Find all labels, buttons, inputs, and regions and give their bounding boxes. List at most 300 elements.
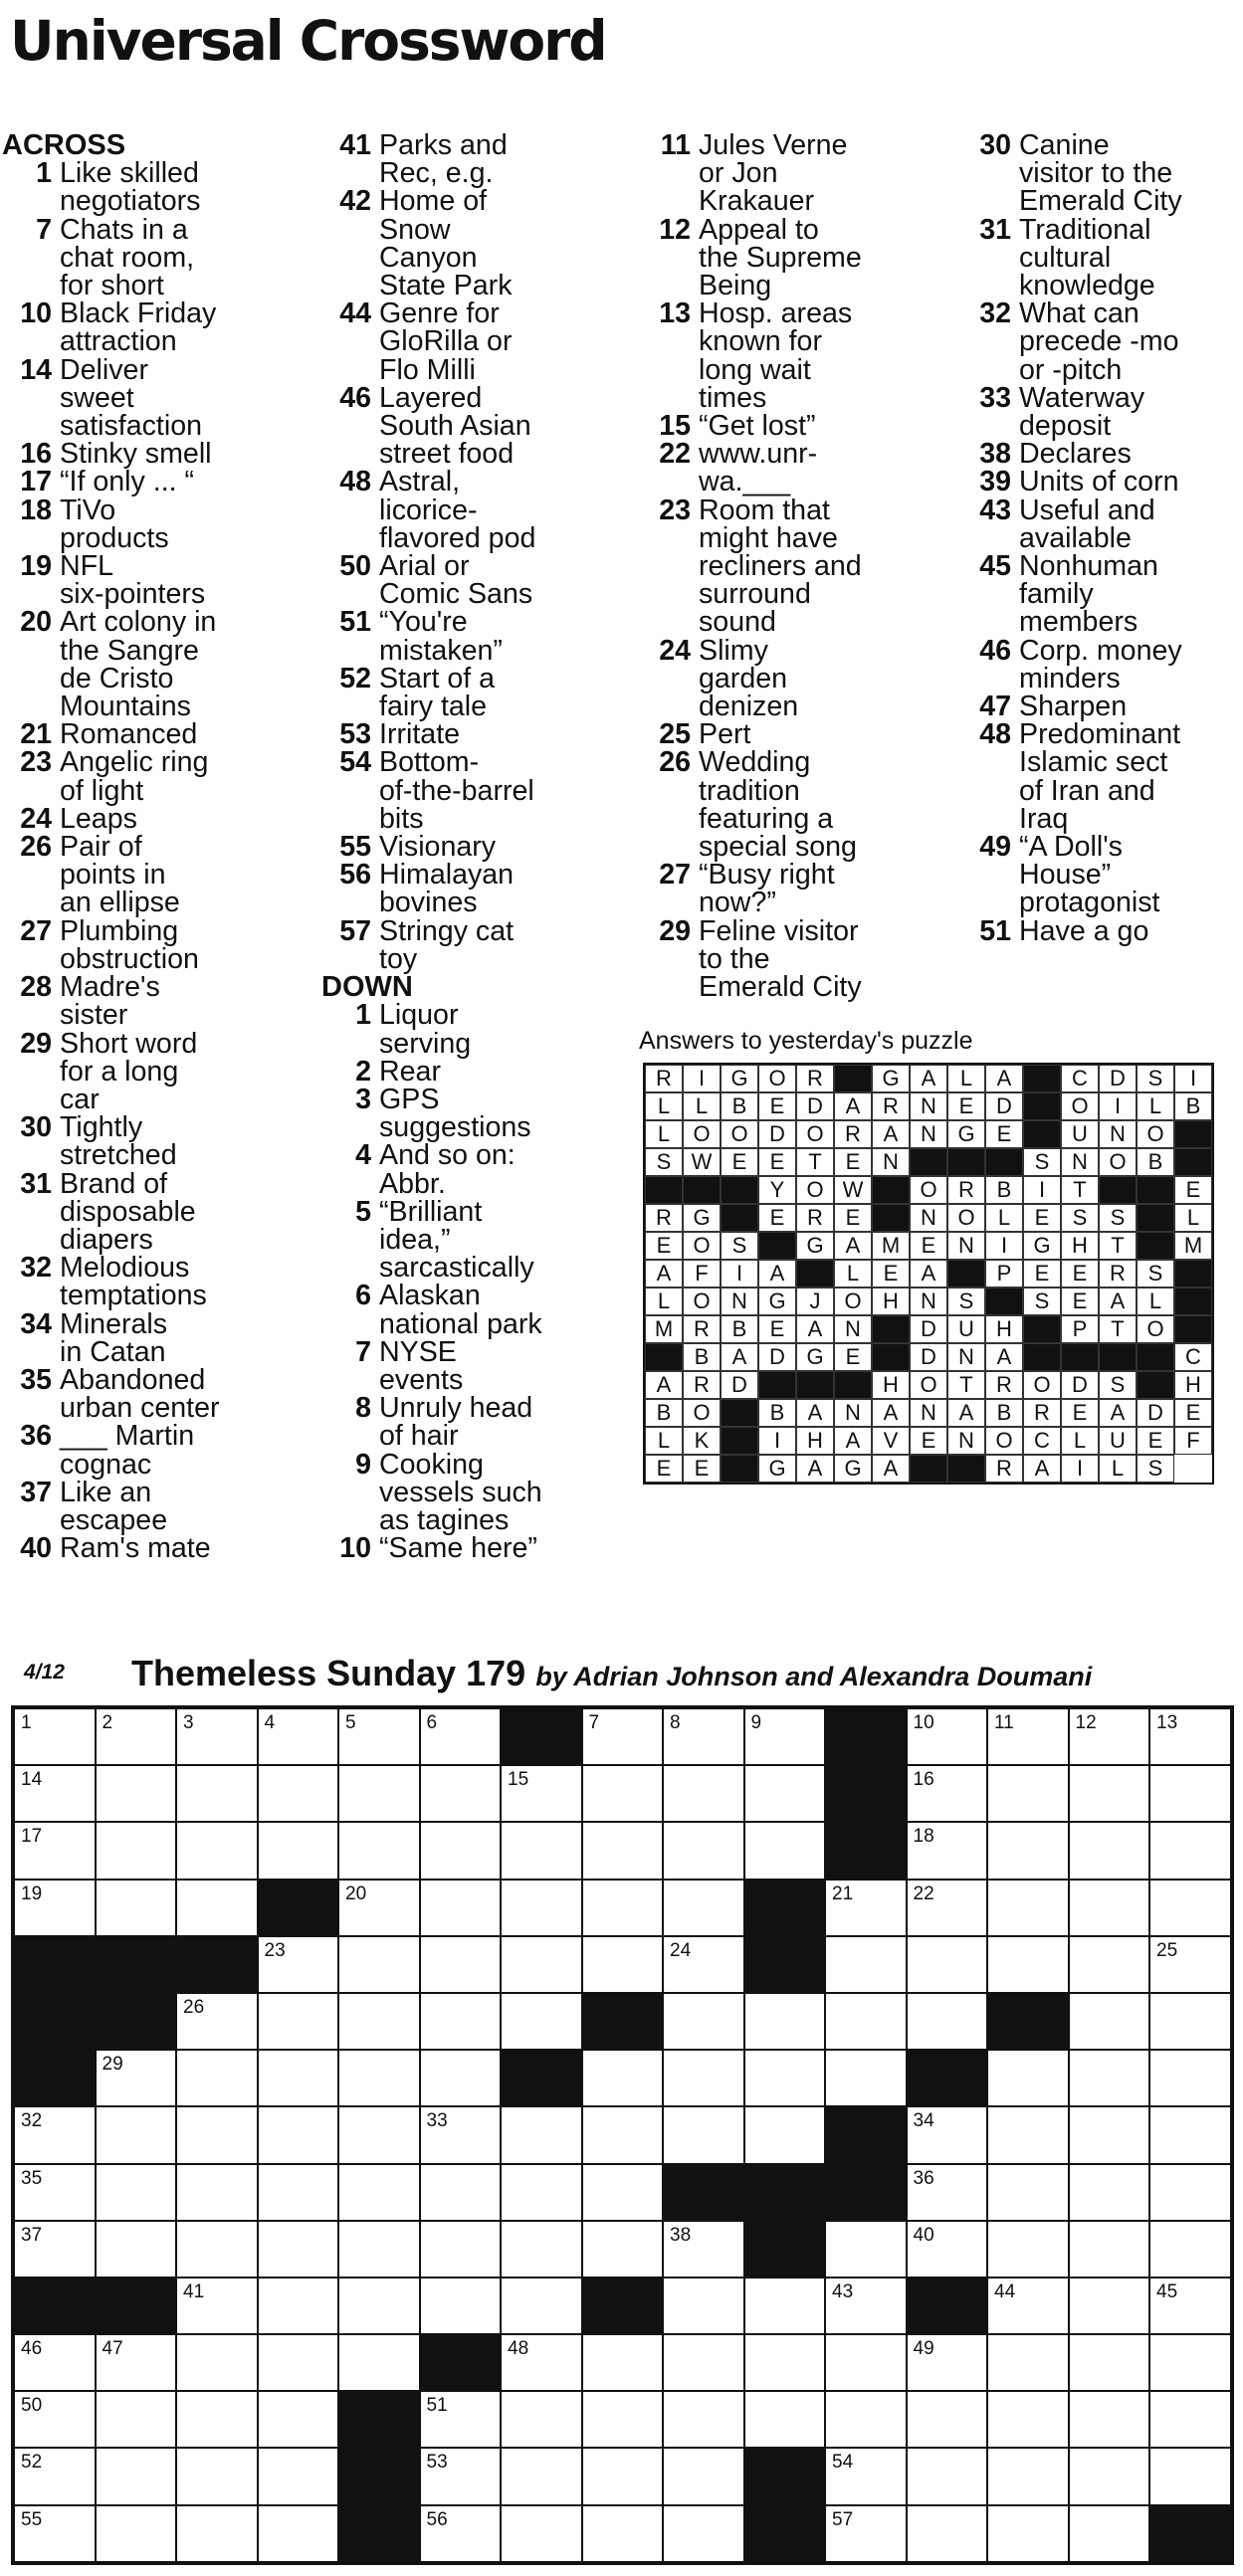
clue-item (961, 496, 1243, 552)
grid-cell[interactable] (176, 2448, 258, 2504)
clue-text: Irritate (379, 718, 461, 751)
grid-cell[interactable] (420, 2221, 502, 2278)
grid-cell[interactable] (338, 1880, 420, 1936)
grid-cell[interactable] (420, 1708, 502, 1765)
answer-cell: E (1137, 1427, 1174, 1455)
grid-cell[interactable] (176, 2164, 258, 2221)
grid-cell[interactable] (501, 1880, 582, 1936)
grid-cell[interactable] (258, 2391, 339, 2448)
grid-cell[interactable] (907, 2334, 988, 2391)
answer-cell: H (796, 1427, 834, 1455)
clue-item (961, 833, 1243, 917)
grid-cell[interactable] (582, 2334, 664, 2391)
grid-cell[interactable] (14, 2106, 96, 2163)
answer-block (947, 1148, 985, 1176)
grid-cell[interactable] (176, 1765, 258, 1822)
answer-cell: H (1061, 1232, 1099, 1260)
grid-cell[interactable] (258, 2164, 339, 2221)
grid-cell[interactable] (96, 1880, 177, 1936)
grid-cell[interactable] (1149, 2334, 1231, 2391)
grid-cell[interactable] (744, 2391, 826, 2448)
grid-cell[interactable] (1069, 2164, 1150, 2221)
cell-number: 36 (913, 2167, 934, 2189)
grid-cell[interactable] (14, 1822, 96, 1879)
answer-cell: E (985, 1120, 1023, 1148)
grid-cell[interactable] (14, 2391, 96, 2448)
grid-cell[interactable] (663, 1993, 744, 2050)
clue-number: 24 (659, 634, 691, 667)
grid-cell[interactable] (176, 1708, 258, 1765)
grid-cell[interactable] (907, 1880, 988, 1936)
grid-cell[interactable] (663, 1936, 744, 1993)
answer-cell: O (1137, 1120, 1174, 1148)
grid-cell[interactable] (1069, 2391, 1150, 2448)
grid-cell[interactable] (501, 2334, 582, 2391)
grid-cell[interactable] (96, 2106, 177, 2163)
clue-item (2, 1307, 311, 1368)
grid-cell[interactable] (907, 2505, 988, 2562)
grid-cell[interactable] (907, 2221, 988, 2278)
grid-cell[interactable] (987, 2278, 1069, 2334)
cell-number: 7 (588, 1712, 600, 1733)
grid-cell[interactable] (825, 1993, 907, 2050)
grid-cell[interactable] (1069, 1708, 1150, 1765)
clue-number: 43 (979, 494, 1011, 526)
crossword-grid (11, 1705, 1234, 2565)
grid-cell[interactable] (663, 1765, 744, 1822)
grid-cell[interactable] (14, 1880, 96, 1936)
clue-text: “Same here” (379, 1532, 537, 1565)
grid-cell[interactable] (14, 2448, 96, 2504)
grid-cell[interactable] (501, 2164, 582, 2221)
grid-cell[interactable] (987, 1822, 1069, 1879)
grid-cell[interactable] (96, 2505, 177, 2562)
grid-cell[interactable] (338, 2106, 420, 2163)
grid-cell[interactable] (14, 1708, 96, 1765)
grid-cell[interactable] (744, 1708, 826, 1765)
grid-cell[interactable] (176, 2106, 258, 2163)
clue-text: Genre for GloRilla or Flo Milli (379, 297, 513, 386)
grid-cell[interactable] (176, 2278, 258, 2334)
grid-cell[interactable] (14, 2505, 96, 2562)
grid-cell[interactable] (582, 1936, 664, 1993)
answer-cell: L (1137, 1288, 1174, 1315)
grid-cell[interactable] (907, 1993, 988, 2050)
grid-cell[interactable] (663, 2391, 744, 2448)
yesterday-answer-grid (643, 1063, 1214, 1485)
grid-cell[interactable] (825, 1880, 907, 1936)
clue-number: 55 (339, 831, 371, 864)
answer-cell: A (910, 1260, 947, 1288)
grid-cell[interactable] (258, 1708, 339, 1765)
clue-text: Waterway deposit (1019, 381, 1145, 443)
answer-cell: B (985, 1399, 1023, 1427)
grid-cell[interactable] (663, 2334, 744, 2391)
grid-cell[interactable] (14, 1765, 96, 1822)
grid-cell[interactable] (501, 1765, 582, 1822)
grid-cell[interactable] (501, 2221, 582, 2278)
grid-cell[interactable] (338, 2221, 420, 2278)
grid-cell[interactable] (825, 2391, 907, 2448)
grid-cell[interactable] (987, 1765, 1069, 1822)
answer-cell: I (721, 1260, 758, 1288)
grid-cell[interactable] (501, 1993, 582, 2050)
answer-block (721, 1455, 758, 1483)
clue-text: Units of corn (1019, 466, 1179, 498)
grid-cell[interactable] (907, 2106, 988, 2163)
grid-cell[interactable] (96, 1765, 177, 1822)
answer-cell: R (683, 1315, 721, 1343)
answer-cell: I (1061, 1455, 1099, 1483)
clue-item (321, 468, 630, 552)
grid-cell[interactable] (338, 1765, 420, 1822)
grid-cell[interactable] (1069, 2050, 1150, 2106)
grid-cell[interactable] (663, 2221, 744, 2278)
grid-cell[interactable] (420, 2448, 502, 2504)
grid-cell[interactable] (1069, 2448, 1150, 2504)
cell-number: 23 (264, 1939, 286, 1961)
answer-cell: E (1061, 1288, 1099, 1315)
grid-cell[interactable] (1069, 2334, 1150, 2391)
grid-cell[interactable] (744, 1993, 826, 2050)
grid-block (582, 2278, 664, 2334)
answer-cell: A (796, 1315, 834, 1343)
clue-text: Wedding tradition featuring a special song (699, 746, 857, 864)
grid-cell[interactable] (582, 1708, 664, 1765)
grid-cell[interactable] (1149, 2106, 1231, 2163)
grid-cell[interactable] (420, 2505, 502, 2562)
grid-cell[interactable] (907, 1765, 988, 1822)
clue-number: 17 (20, 466, 52, 498)
grid-cell[interactable] (501, 2106, 582, 2163)
grid-cell[interactable] (1149, 2391, 1231, 2448)
answer-cell: B (1174, 1092, 1212, 1120)
clue-column-3 (641, 129, 949, 1004)
answer-cell: E (1061, 1260, 1099, 1288)
grid-cell[interactable] (176, 2505, 258, 2562)
clue-text: Arial or Comic Sans (379, 550, 533, 611)
clue-number: 27 (20, 914, 52, 947)
answer-block (721, 1204, 758, 1232)
grid-cell[interactable] (258, 1765, 339, 1822)
grid-cell[interactable] (258, 2106, 339, 2163)
answer-block (872, 1315, 910, 1343)
grid-cell[interactable] (176, 1880, 258, 1936)
grid-cell[interactable] (1149, 2221, 1231, 2278)
grid-cell[interactable] (987, 2050, 1069, 2106)
grid-cell[interactable] (663, 2505, 744, 2562)
grid-cell[interactable] (987, 2391, 1069, 2448)
grid-cell[interactable] (176, 2221, 258, 2278)
clue-number: 24 (20, 802, 52, 835)
grid-cell[interactable] (176, 2334, 258, 2391)
answer-cell: E (910, 1427, 947, 1455)
grid-cell[interactable] (1069, 2278, 1150, 2334)
grid-cell[interactable] (338, 2278, 420, 2334)
grid-cell[interactable] (663, 2106, 744, 2163)
grid-cell[interactable] (663, 1880, 744, 1936)
grid-cell[interactable] (420, 2164, 502, 2221)
grid-block (987, 1993, 1069, 2050)
grid-cell[interactable] (582, 2448, 664, 2504)
grid-cell[interactable] (14, 2164, 96, 2221)
grid-cell[interactable] (501, 2278, 582, 2334)
cell-number: 9 (750, 1712, 762, 1733)
grid-cell[interactable] (1069, 2221, 1150, 2278)
grid-cell[interactable] (744, 2050, 826, 2106)
grid-cell[interactable] (420, 1822, 502, 1879)
cell-number: 2 (102, 1712, 113, 1733)
grid-cell[interactable] (420, 1765, 502, 1822)
grid-cell[interactable] (258, 1936, 339, 1993)
grid-cell[interactable] (420, 1880, 502, 1936)
grid-cell[interactable] (825, 2221, 907, 2278)
answer-cell: R (985, 1371, 1023, 1399)
grid-cell[interactable] (96, 2221, 177, 2278)
clue-text: NFL six-pointers (60, 550, 206, 611)
grid-cell[interactable] (1149, 1936, 1231, 1993)
answer-cell: O (683, 1399, 721, 1427)
grid-cell[interactable] (258, 2050, 339, 2106)
cell-number: 44 (994, 2280, 1016, 2302)
grid-cell[interactable] (176, 1993, 258, 2050)
grid-cell[interactable] (582, 2050, 664, 2106)
grid-cell[interactable] (96, 2391, 177, 2448)
cell-number: 18 (913, 1826, 934, 1848)
grid-cell[interactable] (582, 2106, 664, 2163)
grid-cell[interactable] (987, 2448, 1069, 2504)
grid-cell[interactable] (338, 1708, 420, 1765)
grid-cell[interactable] (258, 1822, 339, 1879)
grid-cell[interactable] (987, 2505, 1069, 2562)
grid-cell[interactable] (825, 2334, 907, 2391)
grid-cell[interactable] (987, 2221, 1069, 2278)
cell-number: 8 (670, 1712, 681, 1733)
grid-cell[interactable] (582, 2391, 664, 2448)
answer-cell: G (796, 1343, 834, 1371)
grid-cell[interactable] (96, 2050, 177, 2106)
grid-cell[interactable] (825, 2278, 907, 2334)
grid-cell[interactable] (338, 2334, 420, 2391)
clue-item (321, 381, 630, 471)
cell-number: 50 (21, 2395, 43, 2417)
grid-cell[interactable] (907, 2448, 988, 2504)
grid-cell[interactable] (987, 1708, 1069, 1765)
answer-cell: D (758, 1120, 796, 1148)
grid-cell[interactable] (338, 2050, 420, 2106)
grid-cell[interactable] (987, 2106, 1069, 2163)
clue-item (961, 381, 1243, 443)
grid-cell[interactable] (96, 2448, 177, 2504)
clue-item (321, 550, 630, 611)
grid-cell[interactable] (1149, 1708, 1231, 1765)
clue-number: 10 (339, 1532, 371, 1565)
clue-number: 45 (979, 550, 1011, 583)
cell-number: 17 (21, 1826, 43, 1848)
grid-cell[interactable] (1149, 2164, 1231, 2221)
grid-cell[interactable] (987, 1880, 1069, 1936)
grid-cell[interactable] (501, 1936, 582, 1993)
grid-cell[interactable] (338, 1993, 420, 2050)
grid-cell[interactable] (96, 1822, 177, 1879)
grid-cell[interactable] (987, 1936, 1069, 1993)
grid-cell[interactable] (258, 1993, 339, 2050)
answer-cell: E (947, 1092, 985, 1120)
grid-cell[interactable] (1069, 2505, 1150, 2562)
grid-cell[interactable] (825, 2448, 907, 2504)
grid-cell[interactable] (420, 1993, 502, 2050)
clue-text: Plumbing obstruction (60, 914, 199, 975)
grid-block (907, 2050, 988, 2106)
clue-item (321, 1280, 630, 1340)
grid-cell[interactable] (1069, 1765, 1150, 1822)
answer-cell: J (796, 1288, 834, 1315)
grid-block (744, 2164, 826, 2221)
answer-cell: L (645, 1288, 683, 1315)
grid-cell[interactable] (501, 2505, 582, 2562)
clue-text: Deliver sweet satisfaction (60, 353, 203, 443)
grid-cell[interactable] (1069, 1936, 1150, 1993)
answer-cell: N (1099, 1120, 1137, 1148)
clue-item (961, 213, 1243, 302)
grid-cell[interactable] (1069, 1880, 1150, 1936)
answer-cell: N (834, 1399, 872, 1427)
grid-cell[interactable] (501, 2391, 582, 2448)
grid-cell[interactable] (14, 2334, 96, 2391)
grid-cell[interactable] (258, 2334, 339, 2391)
clue-item (321, 999, 630, 1060)
grid-cell[interactable] (258, 2505, 339, 2562)
grid-cell[interactable] (96, 1708, 177, 1765)
clue-text: Declares (1019, 438, 1132, 471)
answer-cell: O (1061, 1092, 1099, 1120)
grid-block (744, 2221, 826, 2278)
grid-cell[interactable] (258, 2221, 339, 2278)
grid-cell[interactable] (1149, 2448, 1231, 2504)
clue-text: Short word for a long car (60, 1027, 198, 1115)
clue-item (321, 1392, 630, 1453)
grid-cell[interactable] (744, 2278, 826, 2334)
grid-cell[interactable] (744, 1822, 826, 1879)
grid-cell[interactable] (825, 2505, 907, 2562)
grid-cell[interactable] (338, 1936, 420, 1993)
cell-number: 13 (1156, 1712, 1178, 1733)
grid-cell[interactable] (582, 2221, 664, 2278)
yesterday-answers-label: Answers to yesterday's puzzle (639, 1027, 973, 1055)
answer-cell: B (758, 1399, 796, 1427)
grid-cell[interactable] (663, 1822, 744, 1879)
grid-cell[interactable] (96, 2164, 177, 2221)
grid-cell[interactable] (582, 2164, 664, 2221)
grid-cell[interactable] (176, 2050, 258, 2106)
answer-cell: N (910, 1092, 947, 1120)
clue-number: 29 (20, 1027, 52, 1060)
grid-cell[interactable] (907, 1708, 988, 1765)
grid-cell[interactable] (1069, 2106, 1150, 2163)
grid-cell[interactable] (1149, 1822, 1231, 1879)
answer-cell: W (834, 1176, 872, 1204)
cell-number: 5 (345, 1712, 356, 1733)
grid-cell[interactable] (744, 2106, 826, 2163)
grid-cell[interactable] (420, 2106, 502, 2163)
grid-cell[interactable] (825, 1936, 907, 1993)
grid-cell[interactable] (176, 1822, 258, 1879)
grid-cell[interactable] (825, 2050, 907, 2106)
grid-cell[interactable] (176, 2391, 258, 2448)
grid-cell[interactable] (338, 2164, 420, 2221)
grid-cell[interactable] (582, 1765, 664, 1822)
grid-cell[interactable] (96, 2334, 177, 2391)
grid-cell[interactable] (987, 2164, 1069, 2221)
grid-cell[interactable] (420, 1936, 502, 1993)
clue-item (2, 914, 311, 975)
grid-cell[interactable] (907, 1822, 988, 1879)
answer-cell: G (758, 1455, 796, 1483)
grid-cell[interactable] (744, 1765, 826, 1822)
clue-text: Astral, licorice- flavored pod (379, 466, 536, 554)
cell-number: 21 (832, 1882, 854, 1904)
clue-text: Stinky smell (60, 438, 212, 471)
grid-cell[interactable] (1149, 1880, 1231, 1936)
answer-cell: A (645, 1371, 683, 1399)
grid-cell[interactable] (582, 2505, 664, 2562)
clue-item (321, 748, 630, 833)
grid-cell[interactable] (338, 1822, 420, 1879)
grid-cell[interactable] (501, 1822, 582, 1879)
grid-cell[interactable] (1069, 1993, 1150, 2050)
grid-block (338, 2505, 420, 2562)
grid-cell[interactable] (420, 2278, 502, 2334)
grid-cell[interactable] (744, 2334, 826, 2391)
grid-cell[interactable] (258, 2278, 339, 2334)
grid-cell[interactable] (420, 2050, 502, 2106)
grid-cell[interactable] (663, 2448, 744, 2504)
answer-cell: E (910, 1232, 947, 1260)
clue-item (2, 833, 311, 917)
grid-cell[interactable] (907, 2164, 988, 2221)
answer-cell: O (683, 1120, 721, 1148)
grid-cell[interactable] (663, 2050, 744, 2106)
clue-number: 34 (20, 1307, 52, 1340)
clue-text: Predominant Islamic sect of Iran and Iraq (1019, 718, 1181, 835)
clue-number: 51 (339, 606, 371, 639)
cell-number: 56 (426, 2508, 448, 2530)
answer-block (1137, 1371, 1174, 1399)
answer-cell: G (947, 1120, 985, 1148)
clue-text: Leaps (60, 802, 137, 835)
grid-cell[interactable] (258, 2448, 339, 2504)
grid-cell[interactable] (987, 2334, 1069, 2391)
grid-cell[interactable] (1149, 1993, 1231, 2050)
grid-cell[interactable] (582, 1822, 664, 1879)
grid-cell[interactable] (501, 2448, 582, 2504)
grid-cell[interactable] (907, 2391, 988, 2448)
grid-cell[interactable] (14, 2221, 96, 2278)
grid-cell[interactable] (582, 1880, 664, 1936)
answer-block (985, 1148, 1023, 1176)
grid-cell[interactable] (663, 2278, 744, 2334)
clue-item (321, 831, 630, 864)
grid-cell[interactable] (663, 1708, 744, 1765)
grid-cell[interactable] (1149, 1765, 1231, 1822)
grid-cell[interactable] (907, 1936, 988, 1993)
grid-cell[interactable] (1149, 2050, 1231, 2106)
clue-number: 40 (20, 1532, 52, 1565)
grid-cell[interactable] (1069, 1822, 1150, 1879)
grid-cell[interactable] (1149, 2278, 1231, 2334)
grid-cell[interactable] (420, 2391, 502, 2448)
answer-cell: N (721, 1288, 758, 1315)
